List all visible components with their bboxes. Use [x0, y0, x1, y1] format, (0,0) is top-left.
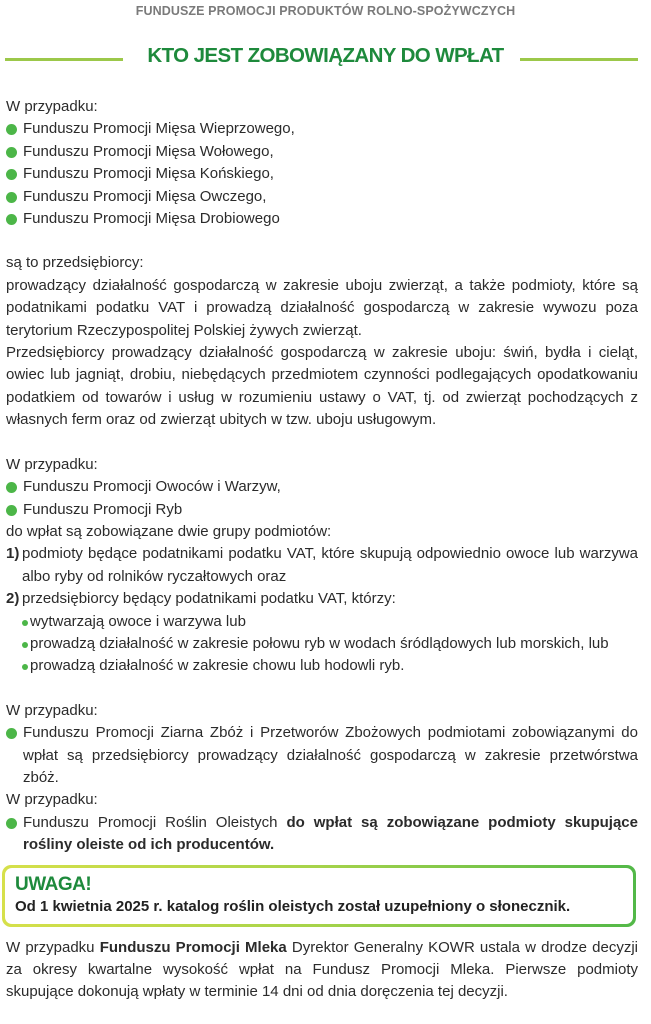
small-bullet-dot-icon [22, 664, 28, 670]
document-body [6, 96, 638, 1004]
numbered-item: 1) podmioty będące podatnikami podatku VAT, które skupują odpowiednio owoce lub warzywa albo ryby od rolników ryczałtowych oraz [6, 545, 638, 585]
bullet-dot-icon [6, 169, 17, 180]
fund-list-item: Funduszu Promocji Mięsa Drobiowego [6, 208, 638, 230]
intro-text: W przypadku: [6, 455, 98, 473]
numbered-item: 2) przedsiębiorcy będący podatnikami podatku VAT, którzy: [6, 588, 638, 610]
notice-text: Od 1 kwietnia 2025 r. katalog roślin oleistych został uzupełniony o słonecznik. [15, 897, 571, 915]
fund-list-item: Funduszu Promocji Mięsa Wieprzowego, [6, 118, 638, 140]
fund-list-item: Funduszu Promocji Mięsa Końskiego, [6, 163, 638, 185]
lead-text: do wpłat są zobowiązane dwie grupy podmiotów: [6, 522, 332, 540]
sub-list-item: wytwarzają owoce i warzywa lub [6, 611, 638, 633]
bullet-dot-icon [6, 214, 17, 225]
heading-divider-right [520, 58, 638, 61]
section-heading [0, 44, 651, 74]
intro-text: W przypadku: [6, 701, 98, 719]
bullet-dot-icon [6, 818, 17, 829]
bullet-dot-icon [6, 192, 17, 203]
section-meat-funds [6, 96, 638, 432]
section-fruit-fish-funds [6, 454, 638, 678]
item-number: 2) [6, 590, 20, 608]
paragraph: prowadzący działalność gospodarczą w zakresie uboju zwierząt, a także podmioty, które są podatnikami podatku VAT i prowadzą działalność gospodarczą w zakresie wywozu poza terytorium Rzeczypospolitej Polskiej żywych zwierząt. [6, 276, 638, 339]
section-grain-fund [6, 700, 638, 790]
paragraph: Przedsiębiorcy prowadzący działalność gospodarczą w zakresie uboju: świń, bydła i cieląt, owiec lub jagniąt, drobiu, niebędących przedmiotem czynności podlegających opodatkowaniu podatkiem od towarów i usług w rozumieniu ustawy o VAT, tj. od zwierząt pochodzących z własnych ferm oraz od zwierząt ubitych w tzw. uboju usługowym. [6, 344, 638, 429]
document-supertitle: FUNDUSZE PROMOCJI PRODUKTÓW ROLNO-SPOŻYWCZYCH [135, 4, 516, 18]
bullet-dot-icon [6, 728, 17, 739]
fund-list-item: Funduszu Promocji Ryb [6, 499, 638, 521]
section-oil-fund [6, 789, 638, 856]
sub-list-item: prowadzą działalność w zakresie chowu lub hodowli ryb. [6, 655, 638, 677]
fund-list-item: Funduszu Promocji Mięsa Owczego, [6, 186, 638, 208]
section-milk-fund: W przypadku Funduszu Promocji Mleka Dyrektor Generalny KOWR ustala w drodze decyzji za okresy kwartalne wysokość wpłat na Fundusz Promocji Mleka. Pierwsze podmioty skupujące dokonują wpłaty w terminie 14 dni od dnia doręczenia tej decyzji. [6, 938, 639, 1001]
small-bullet-dot-icon [22, 620, 28, 626]
item-number: 1) [6, 545, 20, 563]
notice-box [2, 865, 636, 927]
sub-list-item: prowadzą działalność w zakresie połowu ryb w wodach śródlądowych lub morskich, lub [6, 633, 638, 655]
lead-text: są to przedsiębiorcy: [6, 254, 144, 272]
intro-text: W przypadku: [6, 98, 98, 115]
intro-text: W przypadku: [6, 791, 98, 809]
bullet-dot-icon [6, 147, 17, 158]
fund-list-item: Funduszu Promocji Mięsa Wołowego, [6, 141, 638, 163]
fund-list-item: Funduszu Promocji Roślin Oleistych do wpłat są zobowiązane podmioty skupujące rośliny oleiste od ich producentów. [6, 812, 638, 857]
fund-list-item: Funduszu Promocji Ziarna Zbóż i Przetworów Zbożowych podmiotami zobowiązanymi do wpłat są przedsiębiorcy prowadzący działalność gospodarczą w zakresie przetwórstwa zbóż. [6, 722, 638, 789]
fund-list-item: Funduszu Promocji Owoców i Warzyw, [6, 476, 638, 498]
bullet-dot-icon [6, 124, 17, 135]
small-bullet-dot-icon [22, 642, 28, 648]
heading-title: KTO JEST ZOBOWIĄZANY DO WPŁAT [147, 44, 504, 67]
bullet-dot-icon [6, 505, 17, 516]
notice-title: UWAGA! [15, 873, 92, 895]
bullet-dot-icon [6, 482, 17, 493]
